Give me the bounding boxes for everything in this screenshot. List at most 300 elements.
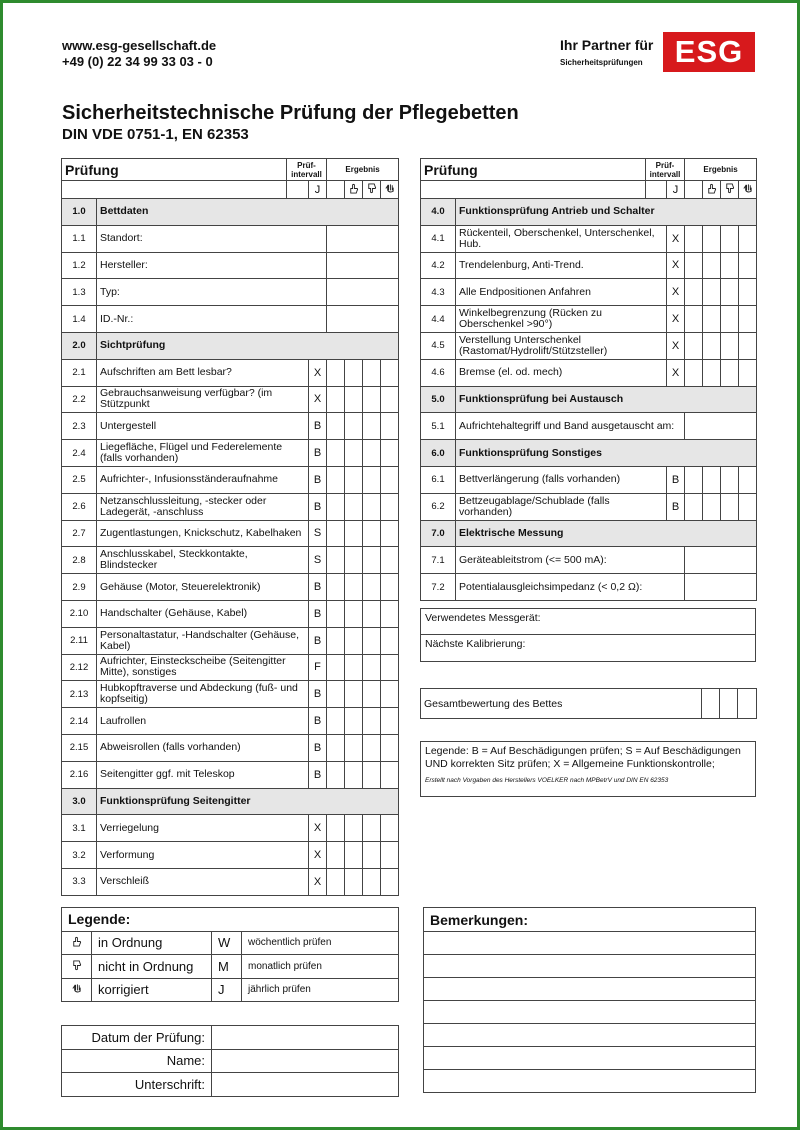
result-ok-checkbox[interactable] [345, 440, 363, 467]
interval-code-cell: X [667, 252, 685, 279]
result-ok-checkbox[interactable] [345, 520, 363, 547]
check-row [62, 493, 399, 520]
section-row [421, 440, 757, 467]
result-ok-checkbox[interactable] [345, 842, 363, 869]
check-row [62, 761, 399, 788]
section-label: Funktionsprüfung Sonstiges [459, 446, 602, 459]
item-label: Abweisrollen (falls vorhanden) [100, 741, 241, 754]
result-corrected-checkbox[interactable] [381, 708, 399, 735]
result-ok-checkbox[interactable] [345, 386, 363, 413]
result-spacer-cell [327, 574, 345, 601]
interval-code-cell: B [309, 493, 327, 520]
row-number: 2.8 [62, 547, 97, 574]
result-not-ok-checkbox[interactable] [363, 493, 381, 520]
result-not-ok-checkbox[interactable] [363, 761, 381, 788]
remarks-title: Bemerkungen: [424, 908, 756, 932]
result-not-ok-checkbox[interactable] [363, 734, 381, 761]
result-not-ok-checkbox[interactable] [721, 225, 739, 252]
result-spacer-cell [327, 708, 345, 735]
legend-label: nicht in Ordnung [92, 955, 212, 979]
item-label: Bremse (el. od. mech) [459, 366, 563, 379]
check-row [421, 574, 757, 601]
section-title [97, 199, 399, 226]
result-corrected-checkbox[interactable] [739, 279, 757, 306]
result-spacer-cell [685, 466, 703, 493]
result-spacer-cell [327, 734, 345, 761]
result-corrected-checkbox[interactable] [381, 761, 399, 788]
field-input[interactable] [685, 547, 757, 574]
check-row [62, 654, 399, 681]
result-spacer-cell [327, 386, 345, 413]
remarks-line[interactable] [424, 1070, 756, 1093]
row-number: 2.14 [62, 708, 97, 735]
row-number: 2.11 [62, 627, 97, 654]
result-not-ok-checkbox[interactable] [363, 359, 381, 386]
interval-code-cell: B [309, 574, 327, 601]
item-label: Gehäuse (Motor, Steuerelektronik) [100, 580, 261, 593]
result-corrected-checkbox[interactable] [381, 440, 399, 467]
name-field[interactable] [212, 1049, 399, 1073]
result-corrected-checkbox[interactable] [381, 493, 399, 520]
item-label-cell [456, 332, 667, 359]
partner-tagline [560, 37, 653, 67]
item-label-cell [456, 359, 667, 386]
item-label: Untergestell [100, 419, 157, 432]
result-not-ok-checkbox[interactable] [363, 600, 381, 627]
remarks-table [423, 907, 756, 1093]
check-row [421, 332, 757, 359]
result-ok-checkbox[interactable] [345, 600, 363, 627]
result-corrected-checkbox[interactable] [381, 520, 399, 547]
result-ok-checkbox[interactable] [345, 574, 363, 601]
section-title [456, 386, 757, 413]
result-not-ok-checkbox[interactable] [363, 815, 381, 842]
interval-code-cell: B [309, 761, 327, 788]
row-number: 2.12 [62, 654, 97, 681]
interval-code-cell: F [309, 654, 327, 681]
item-label-cell [97, 547, 309, 574]
result-corrected-checkbox[interactable] [381, 466, 399, 493]
item-label: Alle Endpositionen Anfahren [459, 285, 591, 298]
field-label: ID.-Nr.: [100, 312, 134, 325]
result-spacer-cell [685, 279, 703, 306]
item-label-cell [97, 386, 309, 413]
check-row [62, 413, 399, 440]
check-row [62, 868, 399, 895]
interval-code-cell: X [667, 306, 685, 333]
item-label: Zugentlastungen, Knickschutz, Kabelhaken [100, 526, 302, 539]
item-label: Verstellung Unterschenkel (Rastomat/Hydrolift/Stützsteller) [459, 333, 608, 357]
row-number: 2.1 [62, 359, 97, 386]
section-title [97, 788, 399, 815]
interval-code-cell: B [309, 600, 327, 627]
row-number: 4.0 [421, 199, 456, 226]
row-number: 1.0 [62, 199, 97, 226]
result-not-ok-checkbox[interactable] [721, 493, 739, 520]
section-label: Funktionsprüfung Antrieb und Schalter [459, 205, 655, 218]
row-number: 4.4 [421, 306, 456, 333]
result-not-ok-checkbox[interactable] [363, 440, 381, 467]
item-label-cell [97, 681, 309, 708]
result-corrected-checkbox[interactable] [381, 842, 399, 869]
field-label: Typ: [100, 285, 120, 298]
check-row [62, 440, 399, 467]
result-not-ok-checkbox[interactable] [721, 306, 739, 333]
result-ok-checkbox[interactable] [703, 225, 721, 252]
check-row [62, 842, 399, 869]
result-ok-checkbox[interactable] [345, 654, 363, 681]
check-row [62, 466, 399, 493]
field-label-cell [456, 547, 685, 574]
result-ok-checkbox[interactable] [703, 252, 721, 279]
result-not-ok-checkbox[interactable] [363, 868, 381, 895]
interval-code-cell: X [309, 868, 327, 895]
result-not-ok-checkbox[interactable] [721, 359, 739, 386]
section-label: Elektrische Messung [459, 526, 564, 539]
hand-ok-icon [703, 181, 721, 199]
result-corrected-checkbox[interactable] [381, 574, 399, 601]
result-ok-checkbox[interactable] [345, 547, 363, 574]
legend-desc: monatlich prüfen [242, 955, 399, 979]
result-not-ok-checkbox[interactable] [363, 654, 381, 681]
result-spacer-cell [327, 761, 345, 788]
item-label: Rückenteil, Oberschenkel, Unterschenkel, Hub. [459, 226, 655, 250]
result-ok-checkbox[interactable] [703, 279, 721, 306]
item-label-cell [97, 868, 309, 895]
result-spacer-cell [327, 440, 345, 467]
result-spacer-cell [685, 306, 703, 333]
result-not-ok-checkbox[interactable] [363, 842, 381, 869]
result-not-ok-checkbox[interactable] [363, 466, 381, 493]
interval-code-cell: B [309, 440, 327, 467]
result-ok-checkbox[interactable] [703, 332, 721, 359]
field-label-cell [456, 413, 685, 440]
row-number: 3.1 [62, 815, 97, 842]
row-number: 2.10 [62, 600, 97, 627]
check-row [62, 574, 399, 601]
section-label: Funktionsprüfung bei Austausch [459, 392, 624, 405]
interval-blank [646, 181, 667, 199]
result-corrected-checkbox[interactable] [739, 225, 757, 252]
item-label: Winkelbegrenzung (Rücken zu Oberschenkel >90°) [459, 307, 602, 331]
result-ok-checkbox[interactable] [345, 681, 363, 708]
result-corrected-checkbox[interactable] [381, 654, 399, 681]
section-row [62, 199, 399, 226]
section-row [62, 788, 399, 815]
result-corrected-checkbox[interactable] [739, 359, 757, 386]
interval-code-cell: X [667, 332, 685, 359]
result-corrected-checkbox[interactable] [739, 493, 757, 520]
legend-code: J [212, 978, 242, 1002]
interval-code: J [667, 181, 685, 199]
field-input[interactable] [685, 413, 757, 440]
header-blank [62, 181, 287, 199]
result-not-ok-checkbox[interactable] [363, 574, 381, 601]
date-field[interactable] [212, 1026, 399, 1050]
row-number: 6.1 [421, 466, 456, 493]
left-check-table [61, 158, 399, 896]
row-number: 1.1 [62, 225, 97, 252]
result-corrected-checkbox[interactable] [381, 627, 399, 654]
result-ok-checkbox[interactable] [703, 466, 721, 493]
signature-field[interactable] [212, 1073, 399, 1097]
row-number: 2.3 [62, 413, 97, 440]
result-corrected-checkbox[interactable] [381, 386, 399, 413]
row-number: 7.0 [421, 520, 456, 547]
result-not-ok-checkbox[interactable] [721, 279, 739, 306]
document-title: Sicherheitstechnische Prüfung der Pflegebetten [62, 102, 519, 124]
result-ok-checkbox[interactable] [345, 359, 363, 386]
check-row [62, 627, 399, 654]
field-label: Aufrichtehaltegriff und Band ausgetauscht am: [459, 419, 675, 432]
result-spacer [327, 181, 345, 199]
result-ok-checkbox[interactable] [345, 493, 363, 520]
row-number: 2.13 [62, 681, 97, 708]
remarks-line[interactable] [424, 1001, 756, 1024]
result-ok-checkbox[interactable] [703, 493, 721, 520]
overall-ok-cell[interactable] [702, 689, 720, 719]
next-calibration-field[interactable] [420, 634, 756, 662]
hand-not-ok-icon [363, 181, 381, 199]
interval-code-cell: S [309, 520, 327, 547]
result-header: Ergebnis [327, 159, 399, 181]
overall-rating-label: Gesamtbewertung des Bettes [421, 689, 702, 719]
row-number: 4.1 [421, 225, 456, 252]
check-row [421, 225, 757, 252]
signature-table [61, 1025, 399, 1097]
result-ok-checkbox[interactable] [345, 761, 363, 788]
interval-header: Prüf- intervall [287, 159, 327, 181]
item-label: Laufrollen [100, 714, 147, 727]
item-label-cell [97, 708, 309, 735]
interval-code-cell: X [309, 842, 327, 869]
section-row [421, 199, 757, 226]
result-not-ok-checkbox[interactable] [721, 252, 739, 279]
result-corrected-checkbox[interactable] [739, 466, 757, 493]
result-ok-checkbox[interactable] [703, 306, 721, 333]
row-number: 5.1 [421, 413, 456, 440]
result-not-ok-checkbox[interactable] [363, 520, 381, 547]
check-row [62, 547, 399, 574]
field-input[interactable] [327, 306, 399, 333]
overall-corrected-cell[interactable] [738, 689, 757, 719]
result-spacer-cell [327, 842, 345, 869]
result-ok-checkbox[interactable] [345, 627, 363, 654]
result-corrected-checkbox[interactable] [739, 332, 757, 359]
item-label-cell [97, 359, 309, 386]
field-input[interactable] [327, 252, 399, 279]
remarks-line[interactable] [424, 1047, 756, 1070]
result-spacer-cell [685, 493, 703, 520]
result-ok-checkbox[interactable] [345, 466, 363, 493]
interval-code-cell: B [667, 493, 685, 520]
check-row [62, 600, 399, 627]
result-ok-checkbox[interactable] [703, 359, 721, 386]
section-row [421, 520, 757, 547]
item-label-cell [97, 520, 309, 547]
item-label-cell [97, 440, 309, 467]
result-corrected-checkbox[interactable] [381, 681, 399, 708]
item-label: Liegefläche, Flügel und Federelemente (falls vorhanden) [100, 441, 283, 465]
item-label: Trendelenburg, Anti-Trend. [459, 258, 584, 271]
item-label-cell [456, 252, 667, 279]
legend-code: W [212, 931, 242, 955]
row-number: 1.4 [62, 306, 97, 333]
phone-text: +49 (0) 22 34 99 33 03 - 0 [62, 54, 213, 69]
check-row [421, 493, 757, 520]
signature-label: Unterschrift: [62, 1073, 212, 1097]
item-label-cell [97, 600, 309, 627]
result-ok-checkbox[interactable] [345, 413, 363, 440]
interval-blank [287, 181, 309, 199]
pruefung-header: Prüfung [421, 159, 646, 181]
overall-not-ok-cell[interactable] [720, 689, 738, 719]
item-label-cell [97, 493, 309, 520]
item-label: Bettverlängerung (falls vorhanden) [459, 473, 621, 486]
legend-note-source: Erstellt nach Vorgaben des Herstellers VOELKER nach MPBetrV und DIN EN 62353 [425, 777, 669, 784]
remarks-line[interactable] [424, 978, 756, 1001]
field-input[interactable] [327, 279, 399, 306]
result-spacer-cell [327, 627, 345, 654]
item-label: Handschalter (Gehäuse, Kabel) [100, 607, 248, 620]
result-corrected-checkbox[interactable] [381, 359, 399, 386]
field-input[interactable] [327, 225, 399, 252]
result-corrected-checkbox[interactable] [381, 868, 399, 895]
item-label-cell [456, 493, 667, 520]
check-row [421, 359, 757, 386]
row-number: 2.15 [62, 734, 97, 761]
interval-code: J [309, 181, 327, 199]
overall-rating-table [420, 688, 757, 719]
row-number: 1.3 [62, 279, 97, 306]
result-ok-checkbox[interactable] [345, 868, 363, 895]
result-ok-checkbox[interactable] [345, 734, 363, 761]
item-label-cell [456, 225, 667, 252]
right-check-table [420, 158, 757, 601]
row-number: 3.3 [62, 868, 97, 895]
result-corrected-checkbox[interactable] [381, 600, 399, 627]
result-not-ok-checkbox[interactable] [363, 681, 381, 708]
row-number: 3.0 [62, 788, 97, 815]
section-title [456, 440, 757, 467]
interval-code-cell: B [309, 734, 327, 761]
date-label: Datum der Prüfung: [62, 1026, 212, 1050]
section-title [456, 199, 757, 226]
result-corrected-checkbox[interactable] [739, 252, 757, 279]
result-spacer-cell [327, 547, 345, 574]
result-spacer-cell [685, 252, 703, 279]
item-label-cell [97, 815, 309, 842]
row-number: 4.6 [421, 359, 456, 386]
interval-code-cell: X [309, 815, 327, 842]
website-text: www.esg-gesellschaft.de [62, 38, 217, 53]
row-number: 6.0 [421, 440, 456, 467]
item-label: Verschleiß [100, 875, 150, 888]
section-row [62, 332, 399, 359]
remarks-line[interactable] [424, 1024, 756, 1047]
esg-logo: ESG [663, 32, 755, 72]
hand-ok-icon [62, 931, 92, 955]
measurement-device-label: Verwendetes Messgerät: [425, 612, 541, 624]
legend-row [62, 931, 399, 955]
field-label-cell [97, 306, 327, 333]
item-label-cell [97, 574, 309, 601]
result-spacer-cell [685, 359, 703, 386]
result-corrected-checkbox[interactable] [381, 734, 399, 761]
check-row [421, 279, 757, 306]
hand-corrected-icon [62, 978, 92, 1002]
item-label-cell [97, 466, 309, 493]
row-number: 2.9 [62, 574, 97, 601]
item-label: Gebrauchsanweisung verfügbar? (im Stützpunkt [100, 387, 273, 411]
hand-corrected-icon [381, 181, 399, 199]
check-row [62, 252, 399, 279]
item-label: Netzanschlussleitung, -stecker oder Ladegerät, -anschluss [100, 494, 267, 518]
check-row [62, 520, 399, 547]
item-label-cell [97, 734, 309, 761]
result-corrected-checkbox[interactable] [381, 413, 399, 440]
result-not-ok-checkbox[interactable] [721, 332, 739, 359]
item-label: Aufrichter, Einsteckscheibe (Seitengitter Mitte), sonstiges [100, 655, 286, 679]
result-corrected-checkbox[interactable] [381, 547, 399, 574]
item-label: Aufrichter-, Infusionsständeraufnahme [100, 473, 279, 486]
result-not-ok-checkbox[interactable] [363, 708, 381, 735]
result-spacer-cell [327, 654, 345, 681]
check-row [62, 386, 399, 413]
result-ok-checkbox[interactable] [345, 815, 363, 842]
check-row [421, 252, 757, 279]
item-label-cell [97, 627, 309, 654]
interval-code-cell: X [667, 225, 685, 252]
field-input[interactable] [685, 574, 757, 601]
result-not-ok-checkbox[interactable] [363, 413, 381, 440]
result-corrected-checkbox[interactable] [381, 815, 399, 842]
field-label-cell [97, 279, 327, 306]
result-not-ok-checkbox[interactable] [721, 466, 739, 493]
name-label: Name: [62, 1049, 212, 1073]
result-ok-checkbox[interactable] [345, 708, 363, 735]
result-not-ok-checkbox[interactable] [363, 627, 381, 654]
item-label: Hubkopftraverse und Abdeckung (fuß- und kopfseitig) [100, 682, 298, 706]
result-not-ok-checkbox[interactable] [363, 386, 381, 413]
section-title [97, 332, 399, 359]
check-row [62, 708, 399, 735]
row-number: 4.3 [421, 279, 456, 306]
result-corrected-checkbox[interactable] [739, 306, 757, 333]
check-row [62, 815, 399, 842]
result-spacer-cell [327, 359, 345, 386]
row-number: 7.2 [421, 574, 456, 601]
interval-code-cell: B [309, 466, 327, 493]
remarks-line[interactable] [424, 955, 756, 978]
measurement-device-field[interactable] [420, 608, 756, 635]
result-not-ok-checkbox[interactable] [363, 547, 381, 574]
item-label-cell [456, 466, 667, 493]
legend-desc: wöchentlich prüfen [242, 931, 399, 955]
result-spacer-cell [327, 681, 345, 708]
result-spacer-cell [327, 413, 345, 440]
result-spacer-cell [327, 868, 345, 895]
field-label-cell [97, 252, 327, 279]
remarks-line[interactable] [424, 932, 756, 955]
check-row [421, 547, 757, 574]
field-label-cell [97, 225, 327, 252]
field-label: Hersteller: [100, 258, 148, 271]
legend-note [420, 741, 756, 797]
item-label-cell [456, 279, 667, 306]
row-number: 2.6 [62, 493, 97, 520]
item-label: Bettzeugablage/Schublade (falls vorhanden) [459, 494, 610, 518]
